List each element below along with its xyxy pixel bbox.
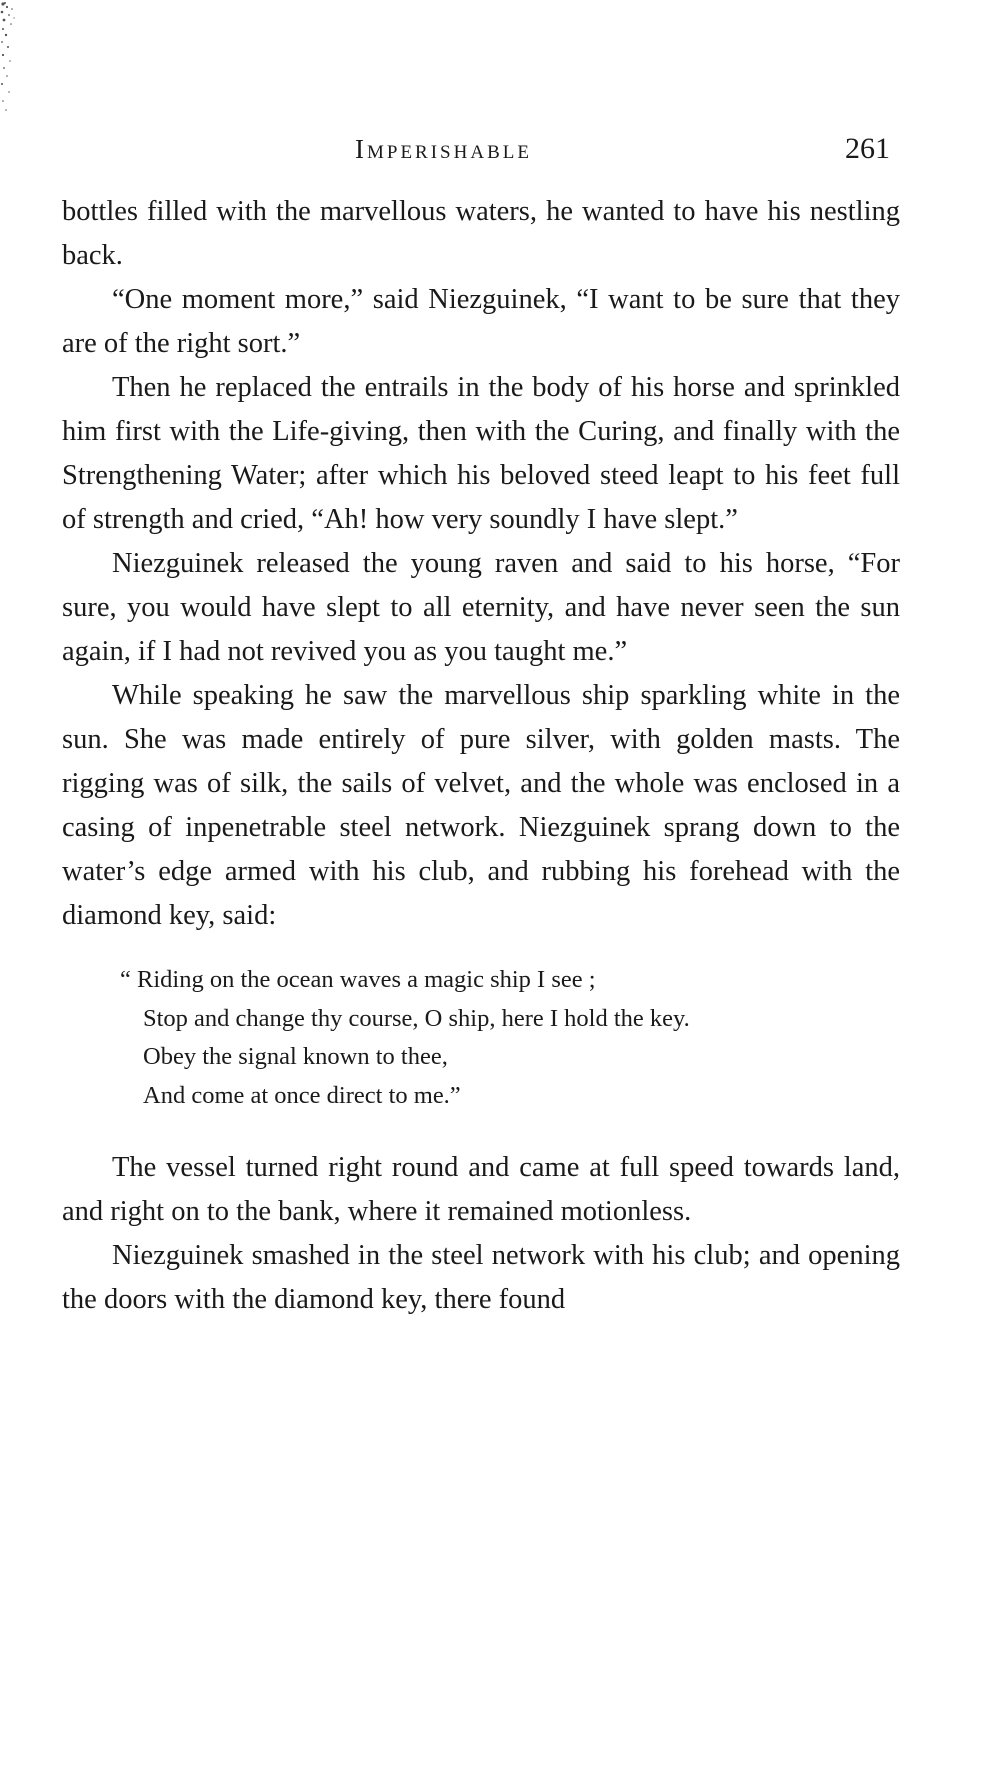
paragraph: “One moment more,” said Niezguinek, “I want to be sure that they are of the right sort.”	[62, 284, 900, 359]
body-text	[62, 190, 900, 1322]
verse-line: Stop and change thy course, O ship, here I hold the key.	[143, 1004, 690, 1032]
page-edge-speckle	[0, 0, 30, 130]
page-number: 261	[845, 132, 890, 165]
paragraph: The vessel turned right round and came at full speed towards land, and right on to the bank, where it remained motionless.	[62, 1152, 900, 1227]
paragraph: While speaking he saw the marvellous ship sparkling white in the sun. She was made entirely of pure silver, with golden masts. The rigging was of silk, the sails of velvet, and the whole was enclosed in a casing of inpenetrable steel network. Niezguinek sprang down to the water’s edge armed with his club, and rubbing his forehead with the diamond key, said:	[62, 680, 900, 931]
paragraph: bottles filled with the marvellous waters, he wanted to have his nestling back.	[62, 196, 900, 271]
paragraph: Niezguinek smashed in the steel network with his club; and opening the doors with the diamond key, there found	[62, 1240, 900, 1315]
paragraph: Niezguinek released the young raven and said to his horse, “For sure, you would have slept to all eternity, and have never seen the sun again, if I had not revived you as you taught me.”	[62, 548, 900, 667]
paragraph: Then he replaced the entrails in the body of his horse and sprinkled him first with the Life-giving, then with the Curing, and finally with the Strengthening Water; after which his beloved steed leapt to his feet full of strength and cried, “Ah! how very soundly I have slept.”	[62, 372, 900, 535]
running-title: Imperishable	[355, 134, 532, 164]
verse-line: “ Riding on the ocean waves a magic ship I see ;	[120, 966, 596, 993]
verse-line: And come at once direct to me.”	[143, 1081, 461, 1109]
verse-line: Obey the signal known to thee,	[143, 1043, 448, 1070]
verse-block	[120, 961, 900, 1115]
running-head	[0, 134, 1000, 174]
